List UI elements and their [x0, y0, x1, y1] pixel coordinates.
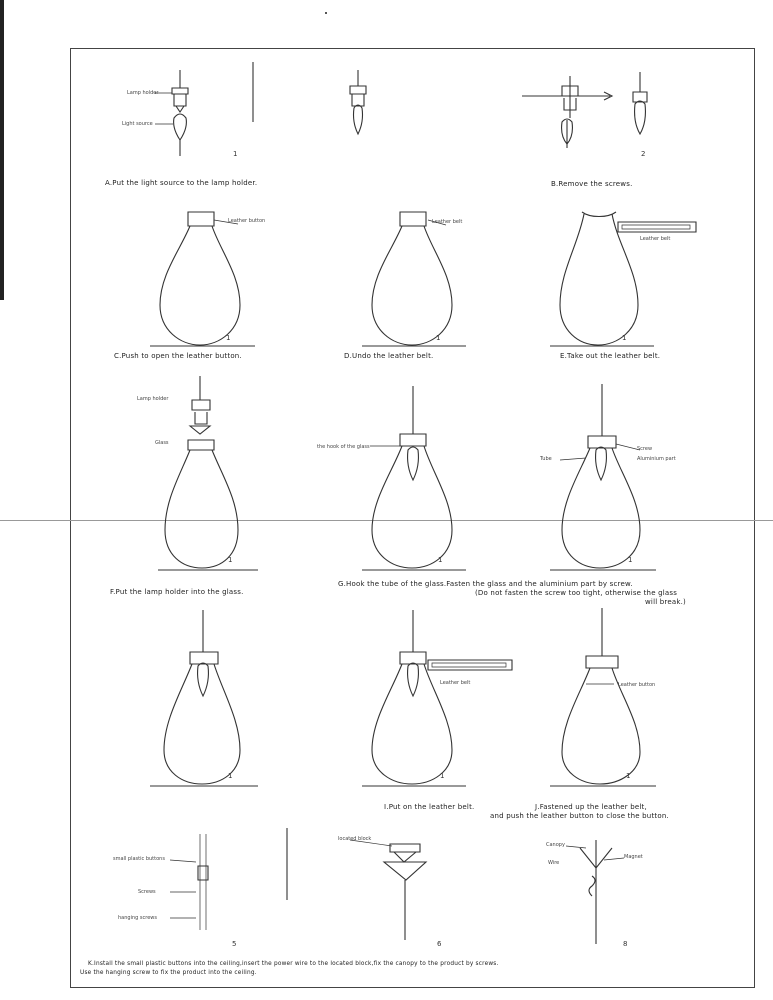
- label-screws: Screws: [138, 889, 156, 895]
- caption-e: E.Take out the leather belt.: [560, 352, 661, 360]
- label-leather-button-2: Leather button: [618, 682, 656, 688]
- step-install-5: [170, 834, 208, 930]
- step-number: 1: [226, 334, 231, 342]
- label-leather-belt-2: Leather belt: [640, 236, 671, 242]
- caption-i: I.Put on the leather belt.: [384, 803, 475, 811]
- step-j-glass: [362, 610, 512, 786]
- label-lamp-holder: Lamp holder: [127, 90, 159, 96]
- step-e-glass: [550, 212, 696, 346]
- label-aluminium: Aluminium part: [637, 456, 676, 462]
- caption-g-line-1: G.Hook the tube of the glass.Fasten the glass and the aluminium part by screw.: [338, 580, 633, 588]
- step-number: 2: [641, 150, 646, 158]
- label-screw: Screw: [637, 446, 653, 452]
- step-number: 1: [228, 556, 233, 564]
- label-hook: the hook of the glass: [317, 444, 370, 450]
- label-lamp-holder-2: Lamp holder: [137, 396, 169, 402]
- step-number: 1: [622, 334, 627, 342]
- caption-k-line-2: Use the hanging screw to fix the product into the ceiling.: [80, 970, 257, 976]
- step-number: 1: [628, 556, 633, 564]
- label-wire: Wire: [548, 860, 560, 866]
- label-small-plastic-buttons: small plastic buttons: [113, 856, 165, 862]
- step-number: 6: [437, 940, 442, 948]
- caption-j-line-2: and push the leather button to close the button.: [490, 812, 669, 820]
- step-a-figure: [155, 70, 188, 156]
- label-hanging-screw: hanging screws: [118, 915, 157, 921]
- step-g-glass: [362, 386, 466, 570]
- step-number: 1: [440, 772, 445, 780]
- step-number: 1: [233, 150, 238, 158]
- label-light-source: Light source: [122, 121, 153, 127]
- step-number: 1: [228, 772, 233, 780]
- step-a-figure-2: [350, 70, 366, 134]
- caption-a: A.Put the light source to the lamp holder.: [105, 179, 258, 187]
- step-number: 1: [438, 556, 443, 564]
- label-leather-belt-3: Leather belt: [440, 680, 471, 686]
- caption-f: F.Put the lamp holder into the glass.: [110, 588, 244, 596]
- step-number: 8: [623, 940, 628, 948]
- step-f-glass: [158, 376, 258, 570]
- caption-g-line-2: (Do not fasten the screw too tight, otherwise the glass: [475, 589, 678, 597]
- step-number: 1: [436, 334, 441, 342]
- caption-b: B.Remove the screws.: [551, 180, 633, 188]
- step-d-glass: [362, 212, 466, 346]
- label-tube: Tube: [540, 456, 552, 462]
- step-install-8: [566, 840, 624, 944]
- label-leather-button: Leather button: [228, 218, 266, 224]
- step-b-figure: [522, 72, 647, 148]
- step-c-glass: [150, 212, 255, 346]
- caption-c: C.Push to open the leather button.: [114, 352, 242, 360]
- step-number: 5: [232, 940, 237, 948]
- step-install-6: [350, 840, 426, 940]
- step-number: 1: [626, 772, 631, 780]
- label-canopy: Canopy: [546, 842, 565, 848]
- label-glass: Glass: [155, 440, 169, 446]
- caption-d: D.Undo the leather belt.: [344, 352, 434, 360]
- label-located-block: located block: [338, 836, 372, 842]
- caption-j-line-1: J.Fastened up the leather belt,: [535, 803, 647, 811]
- step-i-glass: [150, 610, 258, 786]
- step-k-glass: [550, 608, 656, 786]
- label-leather-belt: Leather belt: [432, 219, 463, 225]
- caption-k-line-1: K.Install the small plastic buttons into the ceiling,insert the power wire to the located block,fix the canopy to the product by screws.: [88, 961, 499, 967]
- step-h-glass: [550, 384, 656, 570]
- caption-g-line-3: will break.): [645, 598, 686, 606]
- label-magnet: Magnet: [624, 854, 643, 860]
